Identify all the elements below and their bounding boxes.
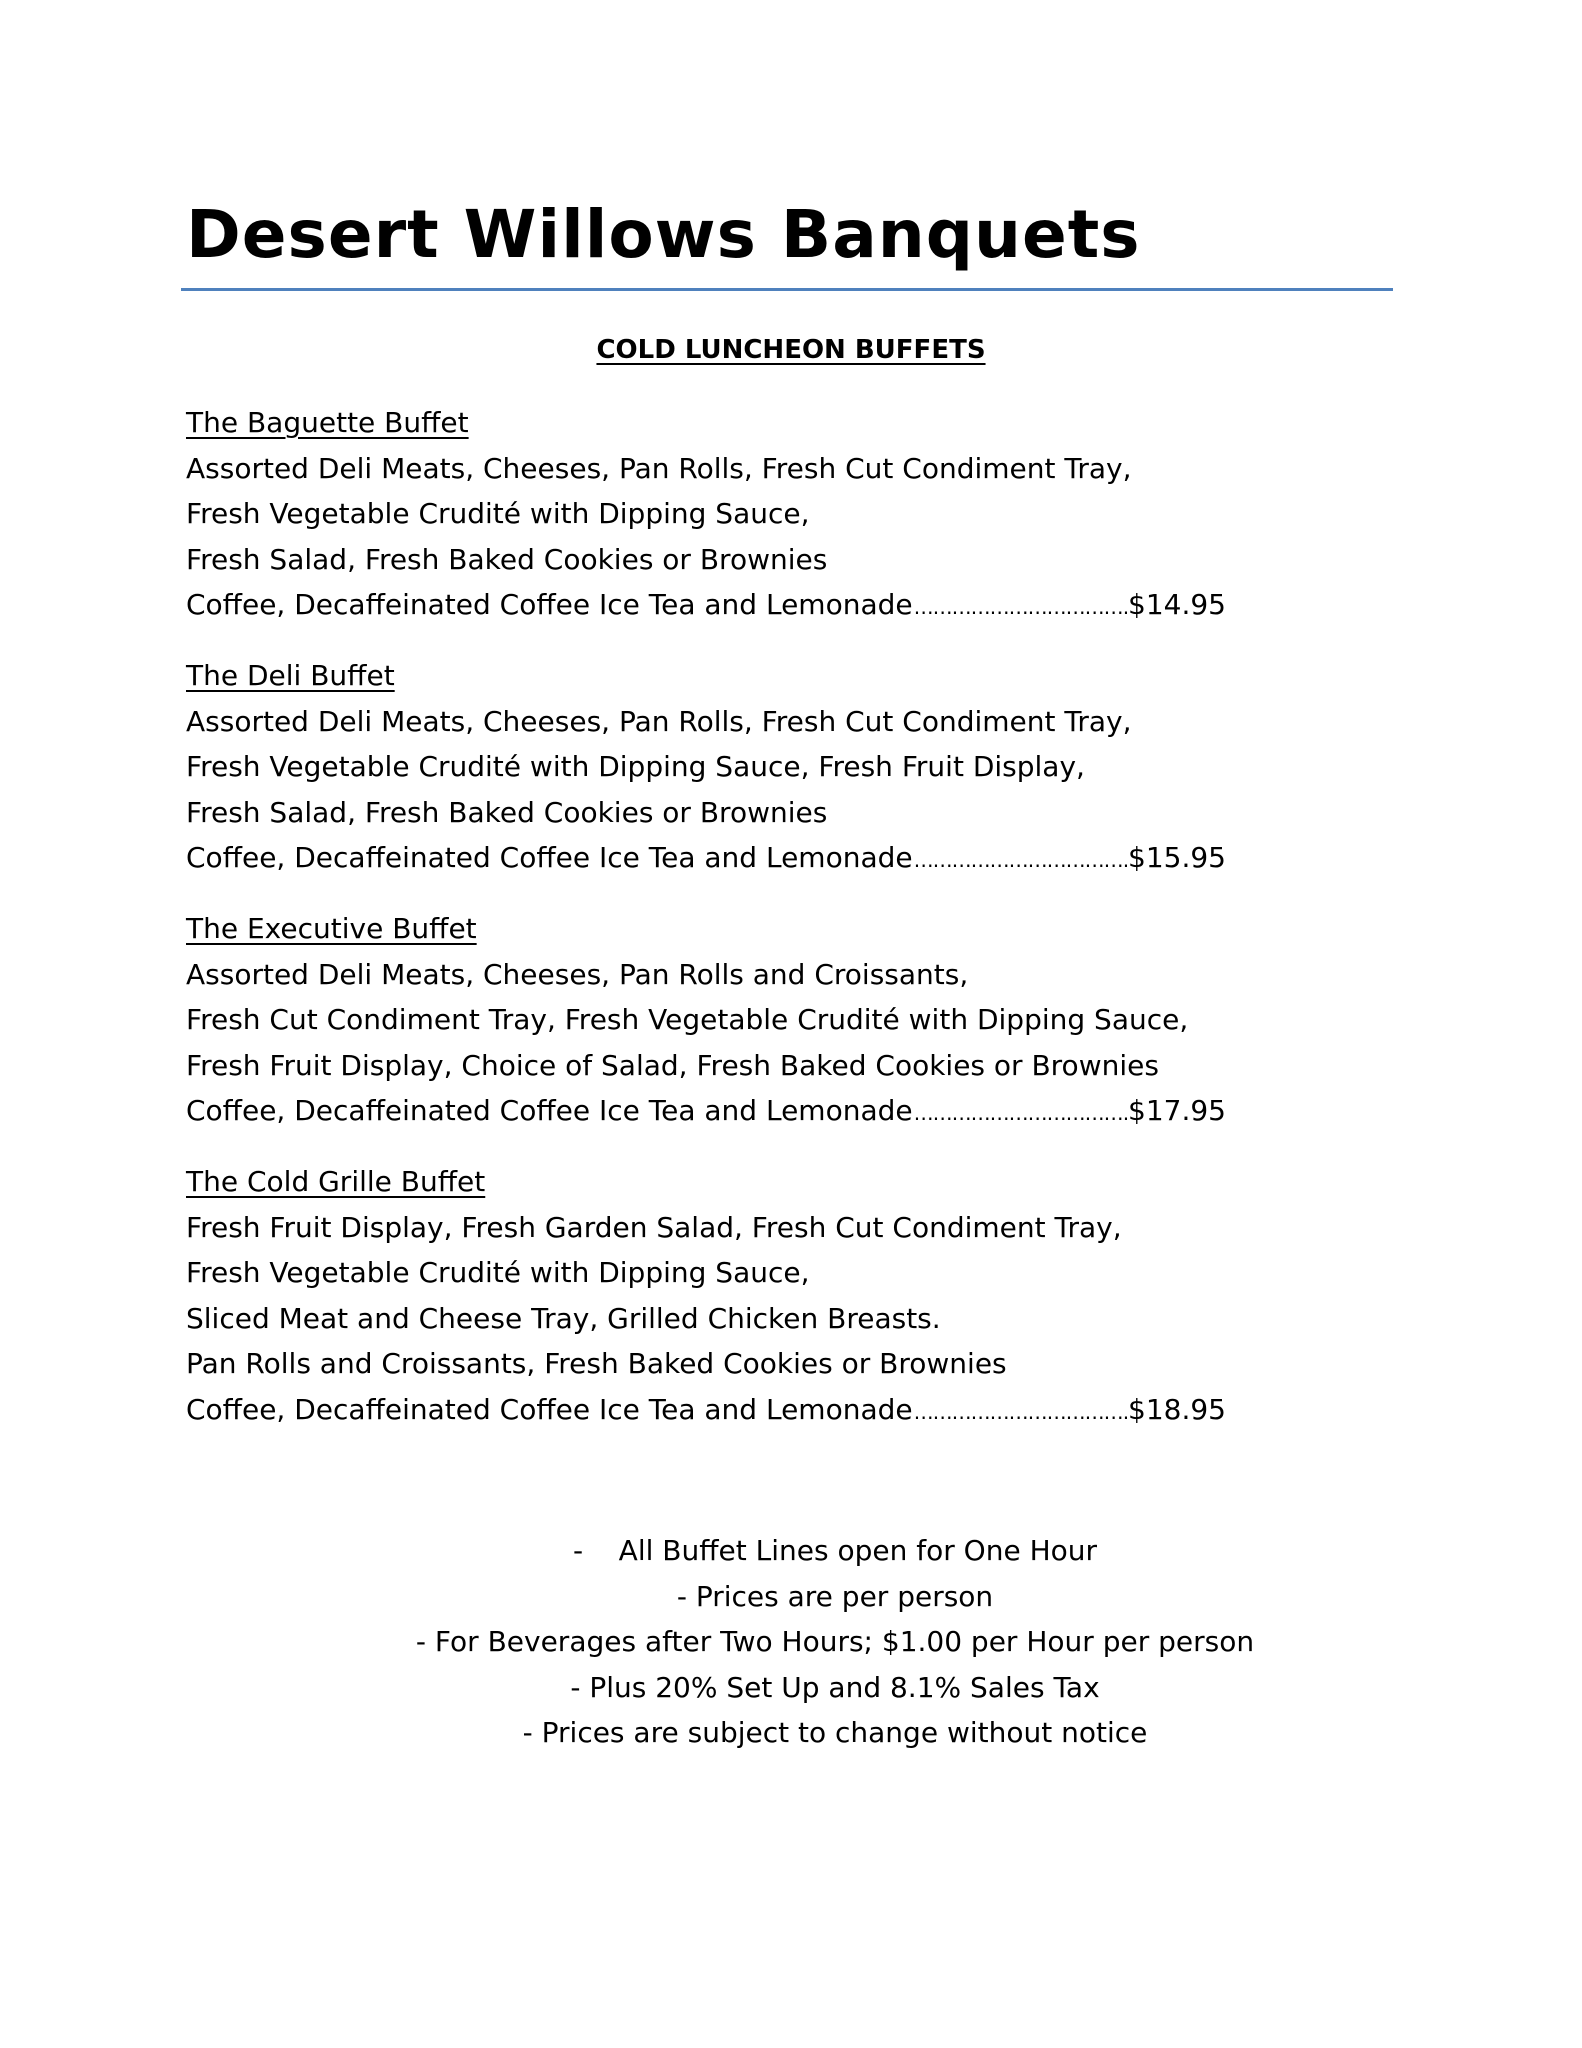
dot-leader: [914, 585, 1127, 631]
buffet-item-line: Sliced Meat and Cheese Tray, Grilled Chicken Breasts.: [186, 1301, 941, 1335]
dot-leader: [914, 1390, 1127, 1436]
buffet-deli: [186, 653, 1316, 881]
buffet-item-line: Fresh Vegetable Crudité with Dipping Sauce,: [186, 1256, 810, 1289]
page-title: Desert Willows Banquets: [186, 196, 1141, 273]
note-line: - All Buffet Lines open for One Hour: [572, 1534, 1098, 1567]
buffet-price: $15.95: [1128, 841, 1226, 874]
buffet-item-line: Pan Rolls and Croissants, Fresh Baked Cookies or Brownies: [186, 1347, 1007, 1380]
dot-leader: [914, 838, 1127, 884]
buffet-executive: [186, 906, 1316, 1134]
note-line: - Plus 20% Set Up and 8.1% Sales Tax: [570, 1670, 1100, 1704]
buffet-item-line: Fresh Vegetable Crudité with Dipping Sauce, Fresh Fruit Display,: [186, 750, 1085, 783]
dot-leader: [914, 1091, 1127, 1137]
note-line: - For Beverages after Two Hours; $1.00 per Hour per person: [415, 1625, 1255, 1658]
buffet-baguette: [186, 400, 1316, 628]
title-divider: [181, 288, 1393, 291]
buffet-item-line: Fresh Fruit Display, Fresh Garden Salad, Fresh Cut Condiment Tray,: [186, 1210, 1122, 1244]
buffet-beverages: Coffee, Decaffeinated Coffee Ice Tea and Lemonade: [186, 1392, 913, 1426]
buffet-price: $14.95: [1128, 588, 1226, 621]
buffet-price-line: [186, 835, 1226, 881]
buffet-item-line: Fresh Salad, Fresh Baked Cookies or Brownies: [186, 795, 828, 829]
buffet-item-line: Fresh Cut Condiment Tray, Fresh Vegetable Crudité with Dipping Sauce,: [186, 1003, 1189, 1036]
buffet-item-line: Assorted Deli Meats, Cheeses, Pan Rolls, Fresh Cut Condiment Tray,: [186, 451, 1132, 485]
buffet-notes: [0, 1528, 1582, 1756]
buffet-beverages: Coffee, Decaffeinated Coffee Ice Tea and Lemonade: [186, 1094, 913, 1127]
note-line: - Prices are subject to change without notice: [522, 1716, 1148, 1749]
buffet-price: $17.95: [1128, 1094, 1226, 1127]
buffet-cold-grille: [186, 1159, 1316, 1432]
buffet-name: The Deli Buffet: [186, 659, 395, 692]
buffet-price-line: [186, 1088, 1226, 1134]
buffet-price: $18.95: [1128, 1392, 1226, 1426]
buffet-name: The Executive Buffet: [186, 912, 477, 945]
buffet-price-line: [186, 1387, 1226, 1433]
buffet-item-line: Fresh Vegetable Crudité with Dipping Sauce,: [186, 497, 810, 530]
buffet-price-line: [186, 582, 1226, 628]
section-title: COLD LUNCHEON BUFFETS: [596, 335, 986, 365]
buffet-item-line: Fresh Salad, Fresh Baked Cookies or Brownies: [186, 542, 828, 576]
buffet-beverages: Coffee, Decaffeinated Coffee Ice Tea and Lemonade: [186, 588, 913, 621]
buffet-name: The Baguette Buffet: [186, 406, 469, 439]
buffet-item-line: Assorted Deli Meats, Cheeses, Pan Rolls, Fresh Cut Condiment Tray,: [186, 704, 1132, 738]
note-line: - Prices are per person: [676, 1579, 994, 1613]
buffet-item-line: Fresh Fruit Display, Choice of Salad, Fresh Baked Cookies or Brownies: [186, 1048, 1159, 1082]
buffet-item-line: Assorted Deli Meats, Cheeses, Pan Rolls and Croissants,: [186, 957, 969, 991]
buffet-beverages: Coffee, Decaffeinated Coffee Ice Tea and Lemonade: [186, 841, 913, 874]
buffet-name: The Cold Grille Buffet: [186, 1165, 486, 1198]
